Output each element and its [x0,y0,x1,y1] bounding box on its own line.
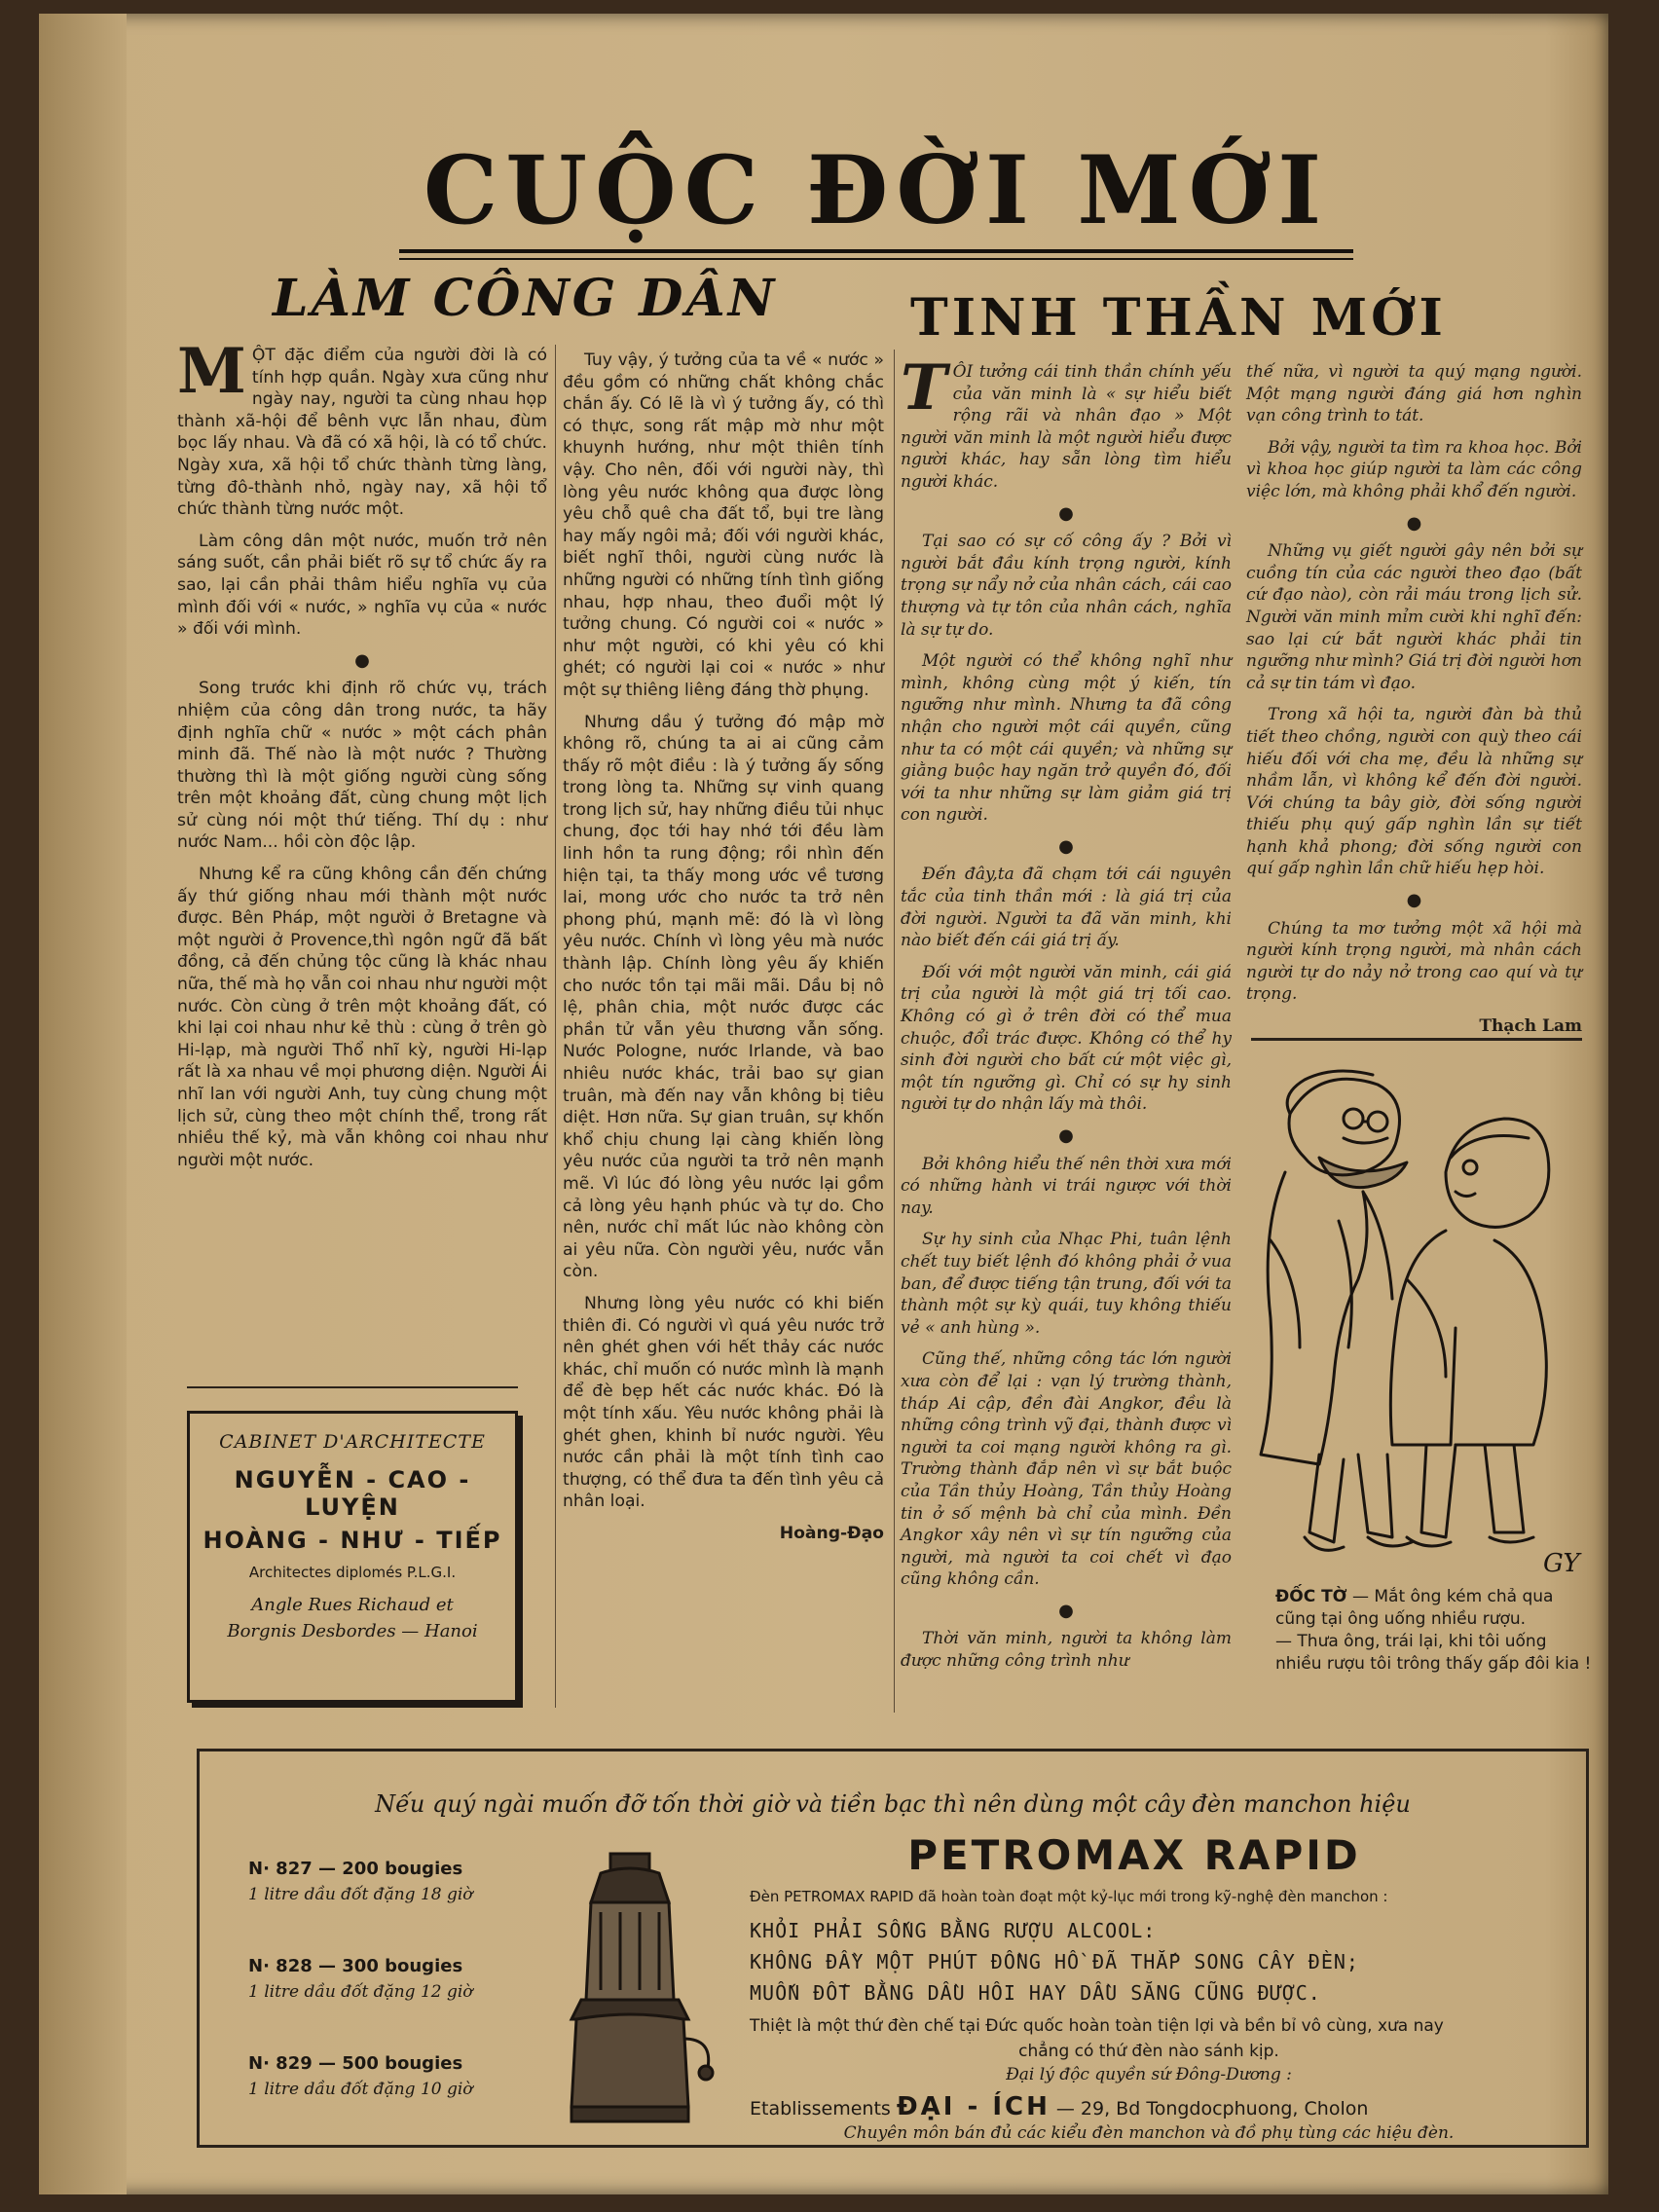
ad-line-1: Đèn PETROMAX RAPID đã hoàn toàn đoạt một kỷ-lục mới trong kỹ-nghệ đèn manchon : [750,1888,1388,1905]
cartoon-monogram: GY [1543,1549,1580,1578]
section-bullet: ● [1058,502,1074,524]
architect-address-2: Borgnis Desbordes — Hanoi [227,1621,478,1641]
ad-line-3: KHÔNG ĐẦY MỘT PHÚT ĐỒNG HỒ ĐÃ THẮP SONG CÂY ĐÈN; [750,1950,1359,1973]
section-bullet: ● [354,649,370,671]
article1-column-1 [177,335,547,1181]
paragraph: Những vụ giết người gây nên bởi sự cuồng tín của các người theo đạo (bất cứ đạo nào), còn rải máu trong lịch sử. Người văn minh mỉm cười khi nghĩ đến: sao lại cứ bắt người khác phải tin ngưỡng như mình? Giá trị đời người hơn cả sự tin tám vì đạo. [1246,541,1582,693]
cartoon-illustration [1251,1046,1597,1591]
paragraph: MỘT đặc điểm của người đời là có tính hợp quần. Ngày xưa cũng như ngày nay, người ta cùng nhau họp thành xã-hội để bênh vực lẫn nhau, đùm bọc lấy nhau. Và đã có xã hội, là có tổ chức. Ngày xưa, xã hội tổ chức thành từng làng, từng đô-thành nhỏ, ngày nay, xã hội tổ chức thành từng nước một. [177,335,547,520]
masthead-rule-thin [399,258,1353,260]
paragraph: Nhưng dầu ý tưởng đó mập mờ không rõ, chúng ta ai ai cũng cảm thấy rõ một điều : là ý tưởng ấy sống trong lòng ta. Những sự vinh quang trong lịch sử, hay những điều tủi nhục chung, đọc tới hay nhớ tới đều làm linh hồn ta rung động; rồi nhìn đến hiện tại, ta thấy mong ước về tương lai, mong ước cho nước ta trở nên phong phú, mạnh mẽ: đó là vì lòng yêu nước. Chính vì lòng yêu mà nước thành lập. Chính lòng yêu ấy khiến cho nước tồn tại mãi mãi. Dầu bị nô lệ, phân chia, một nước được các phần tử vẫn yêu thương vẫn sống. Nước Pologne, nước Irlande, và bao nhiêu nước khác, trải bao sự gian truân, mà đến nay vẫn không bị tiêu diệt. Hơn nữa. Sự gian truân, sự khốn khổ chịu chung lại càng khiến lòng yêu nước của người ta trở nên mạnh mẽ. Vì lúc đó lòng yêu nước lại gồm cả lòng yêu hạnh phúc và tự do. Cho nên, nước chỉ mất lúc nào không còn ai yêu nữa. Còn người yêu, nước vẫn còn. [563,712,884,1282]
architect-name-1: NGUYỄN - CAO - LUYỆN [234,1466,471,1521]
ad-model-829 [248,2053,473,2099]
model-code: N· 829 — 500 bougies [248,2053,463,2074]
ad-line-5: Thiệt là một thứ đèn chế tại Đức quốc hoàn toàn tiện lợi và bền bỉ vô cùng, xưa nay [750,2016,1444,2036]
paragraph: Làm công dân một nước, muốn trở nên sáng suốt, cần phải biết rõ sự tổ chức ấy ra sao, lại cần phải thâm hiểu nghĩa vụ của mình đối với « nước, » nghĩa vụ của « nước » đối với mình. [177,531,547,640]
ad-line-2: KHỎI PHẢI SỐNG BẰNG RƯỢU ALCOOL: [750,1919,1157,1942]
section-bullet: ● [1406,890,1422,911]
paragraph: Sự hy sinh của Nhạc Phi, tuân lệnh chết tuy biết lệnh đó không phải ở vua ban, để được tiếng tận trung, đối với ta thành một sự kỳ quái, tuy không thiếu vẻ « anh hùng ». [901,1230,1232,1338]
wavy-rule [1251,1038,1582,1041]
paragraph: Nhưng kể ra cũng không cần đến chứng ấy thứ giống nhau mới thành một nước được. Bên Pháp, một người ở Bretagne và một người ở Provence,thì ngôn ngữ đã bất đồng, cả đến chủng tộc cũng là khác nhau nữa, thế mà họ vẫn coi nhau như người một nước. Còn cùng ở trên một khoảng đất, có khi lại coi nhau như kẻ thù : cùng ở trên gò Hi-lạp, mà người Thổ nhĩ kỳ, người Hi-lạp rất là xa nhau về mọi phương diện. Người Ái nhĩ lan với người Anh, tuy cùng chung một lịch sử, cùng theo một chính thể, trong rất nhiều thế kỷ, mà vẫn không coi nhau như người một nước. [177,865,547,1170]
article-end-rule [187,1386,518,1388]
paragraph: Nhưng lòng yêu nước có khi biến thiên đi. Có người vì quá yêu nước trở nên ghét ghen với hết thảy các nước khác, chỉ muốn có nước mình là mạnh để đè bẹp hết các nước khác. Đó là một tính xấu. Yêu nước không phải là ghét ghen, khinh bỉ nước người. Yêu nước cần phải là một tính tình cao thượng, có thể đưa ta đến tình yêu cả nhân loại. [563,1293,884,1512]
ad-agent [750,2092,1548,2121]
newspaper-page [39,14,1608,2194]
masthead-rule [399,249,1353,253]
paragraph: Cũng thế, những công tác lớn người xưa còn để lại : vạn lý trường thành, tháp Ai cập, đền đài Angkor, đều là những công trình vỹ đại, thành được vì người ta coi mạng người không ra gì. Trường thành đắp nên vì sự bắt buộc của Tần thủy Hoàng, Tần thủy Hoàng tin ở số mệnh bà chỉ của mình. Đền Angkor xây nên vì sự tín ngưỡng của người, mà người ta coi chết vì đạo cũng không cần. [901,1349,1232,1590]
paragraph: thế nữa, vì người ta quý mạng người. Một mạng người đáng giá hơn nghìn vạn công trình to tát. [1246,362,1582,426]
model-desc: 1 litre dầu đốt đặng 10 giờ [248,2080,473,2099]
column-separator [894,350,895,1713]
signature-hoang-dao: Hoàng-Đạo [779,1523,884,1543]
paragraph: Thời văn minh, người ta không làm được những công trình như [901,1629,1232,1672]
paragraph: TÔI tưởng cái tinh thần chính yếu của văn minh là « sự hiểu biết rộng rãi và nhân đạo » Một người văn minh là một người hiểu được người khác, hay sẵn lòng tìm hiểu người khác. [901,351,1232,492]
paragraph: Trong xã hội ta, người đàn bà thủ tiết theo chồng, người con quỳ theo cái hiếu đối với cha mẹ, đều là những sự nhầm lẫn, vì không kể đến đời người. Với chúng ta bây giờ, đời sống người thiếu phụ quý gấp nghìn lần sự tiết hạnh khả phong; đời sống người con quí gấp nghìn lần chữ hiếu hẹp hòi. [1246,705,1582,879]
architect-name-2: HOÀNG - NHƯ - TIẾP [203,1527,502,1554]
article2-column-2 [1246,361,1582,1038]
column-separator [555,345,556,1708]
model-desc: 1 litre dầu đốt đặng 12 giờ [248,1982,473,2002]
petromax-advertisement [197,1749,1589,2148]
paragraph: Tại sao có sự cố công ấy ? Bởi vì người bắt đầu kính trọng người, kính trọng sự nẩy nở của nhân cách, cái cao thượng và tự tôn của nhân cách, nghĩa là sự tự do. [901,532,1232,640]
cartoon-caption [1275,1586,1597,1676]
paragraph: Song trước khi định rõ chức vụ, trách nhiệm của công dân trong nước, ta hãy định nghĩa chữ « nước » một cách phân minh đã. Thế nào là một nước ? Thường thường thì là một giống người cùng sống trên một khoảng đất, cùng chung một lịch sử cùng nói một thứ tiếng. Thí dụ : như nước Nam... hồi còn độc lập. [177,679,547,853]
article-title-lam-cong-dan: LÀM CÔNG DÂN [273,269,778,328]
dropcap: T [901,351,947,424]
ad-model-828 [248,1956,473,2002]
section-bullet: ● [1058,835,1074,857]
architect-diploma: Architectes diplomés P.L.G.I. [248,1564,457,1581]
model-code: N· 827 — 200 bougies [248,1859,463,1879]
architect-heading: CABINET D'ARCHITECTE [219,1431,486,1453]
ad-model-827 [248,1859,473,1904]
paragraph: Một người có thể không nghĩ như mình, không cùng một ý kiến, tín ngưỡng như mình. Nhưng ta đã công nhận cho người một cái quyền, cũng như ta có một cái quyền; và những sự giằng buộc hay ngăn trở quyền đó, đối với ta như những sự làm giảm giá trị con người. [901,651,1232,826]
caption-line-2: — Thưa ông, trái lại, khi tôi uống nhiều rượu tôi trông thấy gấp đôi kia ! [1275,1632,1592,1674]
article1-column-2 [563,350,884,1544]
paragraph: Bởi không hiểu thế nên thời xưa mới có những hành vi trái ngược với thời nay. [901,1154,1232,1218]
binding-spine [39,14,127,2194]
section-bullet: ● [1406,512,1422,534]
caption-speaker: ĐỐC TỜ [1275,1587,1347,1606]
architect-advertisement [187,1411,518,1703]
model-desc: 1 litre dầu đốt đặng 18 giờ [248,1885,473,1904]
article-title-tinh-than-moi: TINH THẦN MỚI [910,288,1447,348]
paragraph: Tuy vậy, ý tưởng của ta về « nước » đều gồm có những chất không chắc chắn ấy. Có lẽ là vì ý tưởng ấy, có thì có thực, song rất mập mờ như một khuynh hướng, như một thiên tính vậy. Cho nên, đối với người này, thì lòng yêu nước không qua được lòng yêu chỗ quê cha đất tổ, bụi tre làng hay mấy ngôi mả; đối với người khác, biết nghĩ thôi, người cùng nước là những người có những tính tình giống nhau, hợp nhau, theo đuổi một lý tưởng chung. Có người coi « nước » như một người, có khi yêu có khi ghét; có người lại coi « nước » như một sự thiêng liêng đáng thờ phụng. [563,350,884,700]
architect-address-1: Angle Rues Richaud et [251,1595,454,1615]
ad-line-4: MUỐN ĐỐT BẰNG DẦU HÔI HAY DẦU SĂNG CŨNG ĐƯỢC. [750,1981,1321,2005]
agent-address: — 29, Bd Tongdocphuong, Cholon [1055,2098,1369,2120]
paragraph: Đối với một người văn minh, cái giá trị của người là một giá trị tối cao. Không có gì ở trên đời có thể mua chuộc, đổi trác được. Không có thể hy sinh đời người cho bất cứ một việc gì, một tín ngưỡng gì. Chỉ có sự hy sinh người tự do nhận lấy mà thôi. [901,962,1232,1115]
model-code: N· 828 — 300 bougies [248,1956,463,1976]
agent-prefix: Etablissements [750,2098,891,2120]
ad-line-7: Đại lý độc quyền sứ Đông-Dương : [1006,2065,1292,2084]
caption-line-1: ĐỐC TỜ — Mắt ông kém chả qua cũng tại ông uống nhiều rượu. [1275,1587,1554,1629]
signature-thach-lam: Thạch Lam [1479,1016,1582,1037]
ad-line-9: Chuyên môn bán đủ các kiểu đèn manchon và đồ phụ tùng các hiệu đèn. [843,2123,1455,2143]
paragraph: Chúng ta mơ tưởng một xã hội mà người kính trọng người, mà nhân cách người tự do nảy nở trong cao quí và tự trọng. [1246,918,1582,1005]
masthead-title: CUỘC ĐỜI MỚI [423,135,1330,245]
ad-tagline: Nếu quý ngài muốn đỡ tốn thời giờ và tiền bạc thì nên dùng một cây đèn manchon hiệu [375,1790,1411,1818]
paragraph: Bởi vậy, người ta tìm ra khoa học. Bởi vì khoa học giúp người ta làm các công việc lớn, mà không phải khổ đến người. [1246,437,1582,501]
lantern-illustration [542,1844,718,2136]
agent-name: ĐẠI - ÍCH [896,2092,1051,2121]
ad-line-6: chẳng có thứ đèn nào sánh kịp. [1018,2042,1279,2061]
section-bullet: ● [1058,1125,1074,1146]
article2-column-1 [901,351,1232,1682]
paragraph: Đến đây,ta đã chạm tới cái nguyên tắc của tinh thần mới : là giá trị của đời người. Người ta đã văn minh, khi nào biết đến cái giá trị ấy. [901,865,1232,951]
section-bullet: ● [1058,1600,1074,1621]
ad-brand: PETROMAX RAPID [907,1831,1361,1879]
masthead [399,135,1353,260]
dropcap: M [177,335,246,408]
